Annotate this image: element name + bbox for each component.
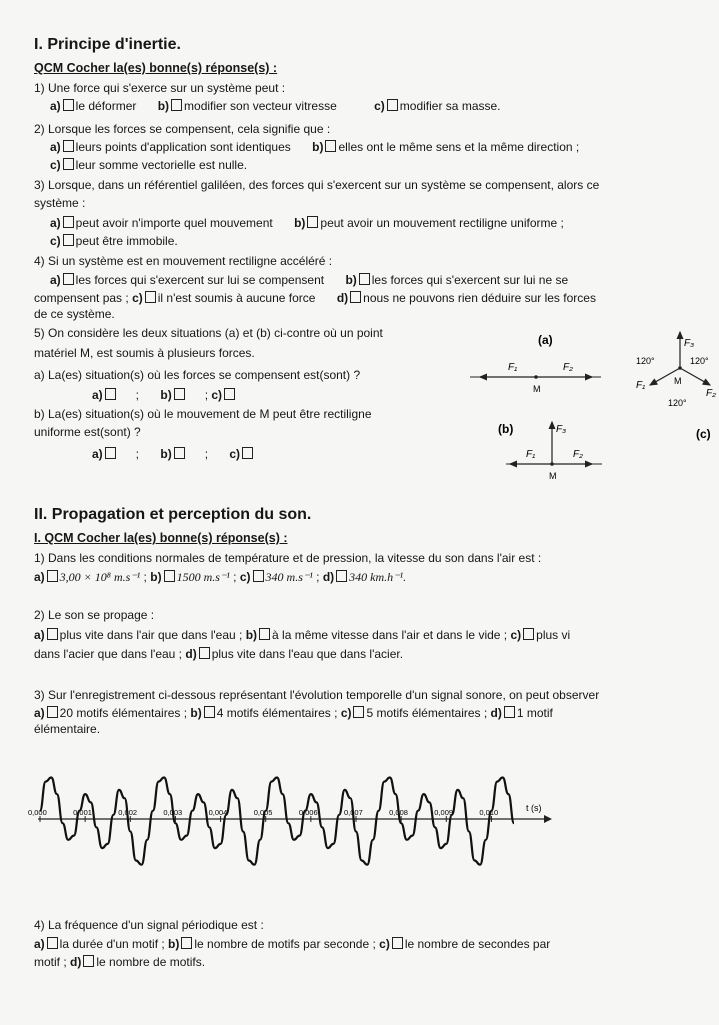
- part2-title: II. Propagation et perception du son.: [34, 506, 312, 523]
- q4-options-line2: compensent pas ; c) il n'est soumis à aucune force d) nous ne pouvons rien déduire sur les forces: [34, 291, 596, 305]
- x-axis-arrow: [544, 815, 552, 823]
- q5-stem-1: 5) On considère les deux situations (a) et (b) ci-contre où un point: [34, 326, 383, 340]
- checkbox[interactable]: [174, 447, 185, 459]
- checkbox[interactable]: [259, 628, 270, 640]
- q3-options-line2: c) peut être immobile.: [50, 234, 178, 248]
- checkbox[interactable]: [63, 216, 74, 228]
- checkbox[interactable]: [164, 570, 175, 582]
- x-tick-label: 0,010: [479, 808, 499, 817]
- svg-text:F₂: F₂: [563, 362, 573, 373]
- q4-stem: 4) Si un système est en mouvement rectiligne accéléré :: [34, 254, 333, 268]
- checkbox[interactable]: [242, 447, 253, 459]
- q2-options-line2: c) leur somme vectorielle est nulle.: [50, 158, 248, 172]
- p2q2-stem: 2) Le son se propage :: [34, 608, 155, 622]
- checkbox[interactable]: [199, 647, 210, 659]
- p2q2-options-line2: dans l'acier que dans l'eau ; d) plus vite dans l'eau que dans l'acier.: [34, 647, 404, 661]
- p2q4-options-line1: a) la durée d'un motif ; b) le nombre de motifs par seconde ; c) le nombre de secondes par: [34, 937, 551, 951]
- signal-curve: [40, 778, 514, 865]
- x-tick-label: 0,007: [344, 808, 363, 817]
- x-tick-label: 0,009: [434, 808, 454, 817]
- checkbox[interactable]: [47, 706, 58, 718]
- label-a: (a): [538, 333, 553, 347]
- q5a-options: a) ; b) ; c): [92, 388, 237, 402]
- checkbox[interactable]: [307, 216, 318, 228]
- checkbox[interactable]: [105, 447, 116, 459]
- x-axis-label: t (s): [526, 803, 542, 813]
- svg-text:F₁: F₁: [508, 362, 518, 373]
- part1-subtitle: QCM Cocher la(es) bonne(s) réponse(s) :: [34, 61, 278, 75]
- checkbox[interactable]: [181, 937, 192, 949]
- force-diagrams: [470, 326, 719, 486]
- x-tick-label: 0,005: [253, 808, 273, 817]
- p2q2-options-line1: a) plus vite dans l'air que dans l'eau ; b) à la même vitesse dans l'air et dans le vide ; c) plus vi: [34, 628, 571, 642]
- checkbox[interactable]: [47, 628, 58, 640]
- checkbox[interactable]: [63, 234, 74, 246]
- svg-text:F₂: F₂: [706, 388, 716, 399]
- checkbox[interactable]: [63, 273, 74, 285]
- svg-text:120°: 120°: [668, 398, 687, 408]
- p2q4-options-line2: motif ; d) le nombre de motifs.: [34, 955, 206, 969]
- checkbox[interactable]: [174, 388, 185, 400]
- checkbox[interactable]: [392, 937, 403, 949]
- p2q3-options: a) 20 motifs élémentaires ; b) 4 motifs élémentaires ; c) 5 motifs élémentaires ; d) 1 motif: [34, 706, 553, 720]
- q3-options-line1: a) peut avoir n'importe quel mouvement b) peut avoir un mouvement rectiligne uniforme ;: [50, 216, 564, 230]
- label-c: (c): [696, 427, 711, 441]
- svg-text:120°: 120°: [636, 356, 655, 366]
- q5a-question: a) La(es) situation(s) où les forces se compensent est(sont) ?: [34, 368, 361, 382]
- checkbox[interactable]: [325, 140, 336, 152]
- svg-text:F₃: F₃: [684, 338, 695, 349]
- x-tick-label: 0,004: [208, 808, 228, 817]
- q1-stem: 1) Une force qui s'exerce sur un système peut :: [34, 81, 286, 95]
- q1-options: a) le déformer b) modifier son vecteur vitresse c) modifier sa masse.: [50, 99, 501, 113]
- q3-stem-1: 3) Lorsque, dans un référentiel galiléen, des forces qui s'exercent sur un système se compensent, alors ce: [34, 178, 600, 192]
- q4-line3: de ce système.: [34, 307, 115, 321]
- q2-stem: 2) Lorsque les forces se compensent, cela signifie que :: [34, 122, 331, 136]
- svg-text:M: M: [549, 471, 557, 481]
- part2-subtitle: I. QCM Cocher la(es) bonne(s) réponse(s) :: [34, 531, 288, 545]
- p2q3-line2: élémentaire.: [34, 722, 101, 736]
- q5b-question-1: b) La(es) situation(s) où le mouvement de M peut être rectiligne: [34, 407, 372, 421]
- checkbox[interactable]: [47, 570, 58, 582]
- force-f2-c: [680, 368, 710, 385]
- svg-text:F₃: F₃: [556, 424, 567, 435]
- q3-stem-2: système :: [34, 196, 86, 210]
- q4-options-line1: a) les forces qui s'exercent sur lui se compensent b) les forces qui s'exercent sur lui ne se: [50, 273, 569, 287]
- q5b-question-2: uniforme est(sont) ?: [34, 425, 141, 439]
- checkbox[interactable]: [63, 140, 74, 152]
- checkbox[interactable]: [83, 955, 94, 967]
- checkbox[interactable]: [350, 291, 361, 303]
- x-tick-label: 0,000: [28, 808, 47, 817]
- svg-text:F₁: F₁: [636, 380, 646, 391]
- p2q3-stem: 3) Sur l'enregistrement ci-dessous représentant l'évolution temporelle d'un signal sonore, on peut observer: [34, 688, 600, 702]
- checkbox[interactable]: [204, 706, 215, 718]
- svg-text:F₂: F₂: [573, 449, 583, 460]
- q5-stem-2: matériel M, est soumis à plusieurs forces.: [34, 346, 255, 360]
- checkbox[interactable]: [359, 273, 370, 285]
- checkbox[interactable]: [224, 388, 235, 400]
- checkbox[interactable]: [387, 99, 398, 111]
- checkbox[interactable]: [504, 706, 515, 718]
- checkbox[interactable]: [353, 706, 364, 718]
- checkbox[interactable]: [145, 291, 156, 303]
- p2q4-stem: 4) La fréquence d'un signal périodique est :: [34, 918, 264, 932]
- checkbox[interactable]: [47, 937, 58, 949]
- x-tick-label: 0,003: [163, 808, 183, 817]
- svg-text:M: M: [674, 376, 682, 386]
- x-tick-label: 0,006: [298, 808, 318, 817]
- signal-chart: [28, 745, 554, 893]
- p2q1-options: a) 3,00 × 10⁸ m.s⁻¹ ; b) 1500 m.s⁻¹ ; c) 340 m.s⁻¹ ; d) 340 km.h⁻¹.: [34, 570, 407, 584]
- checkbox[interactable]: [105, 388, 116, 400]
- part1-title: I. Principe d'inertie.: [34, 36, 181, 53]
- x-tick-label: 0,002: [118, 808, 138, 817]
- q5b-options: a) ; b) ; c): [92, 447, 255, 461]
- q2-options-line1: a) leurs points d'application sont identiques b) elles ont le même sens et la même direction ;: [50, 140, 580, 154]
- svg-text:120°: 120°: [690, 356, 709, 366]
- checkbox[interactable]: [253, 570, 264, 582]
- point-m-b: [550, 462, 554, 466]
- label-b: (b): [498, 422, 514, 436]
- p2q1-stem: 1) Dans les conditions normales de température et de pression, la vitesse du son dans l'air est :: [34, 551, 542, 565]
- checkbox[interactable]: [171, 99, 182, 111]
- point-m-a: [534, 375, 538, 379]
- checkbox[interactable]: [63, 158, 74, 170]
- svg-text:M: M: [533, 384, 541, 394]
- svg-text:F₁: F₁: [526, 449, 536, 460]
- x-tick-label: 0,008: [389, 808, 408, 817]
- checkbox[interactable]: [63, 99, 74, 111]
- checkbox[interactable]: [523, 628, 534, 640]
- checkbox[interactable]: [336, 570, 347, 582]
- x-tick-label: 0,001: [73, 808, 92, 817]
